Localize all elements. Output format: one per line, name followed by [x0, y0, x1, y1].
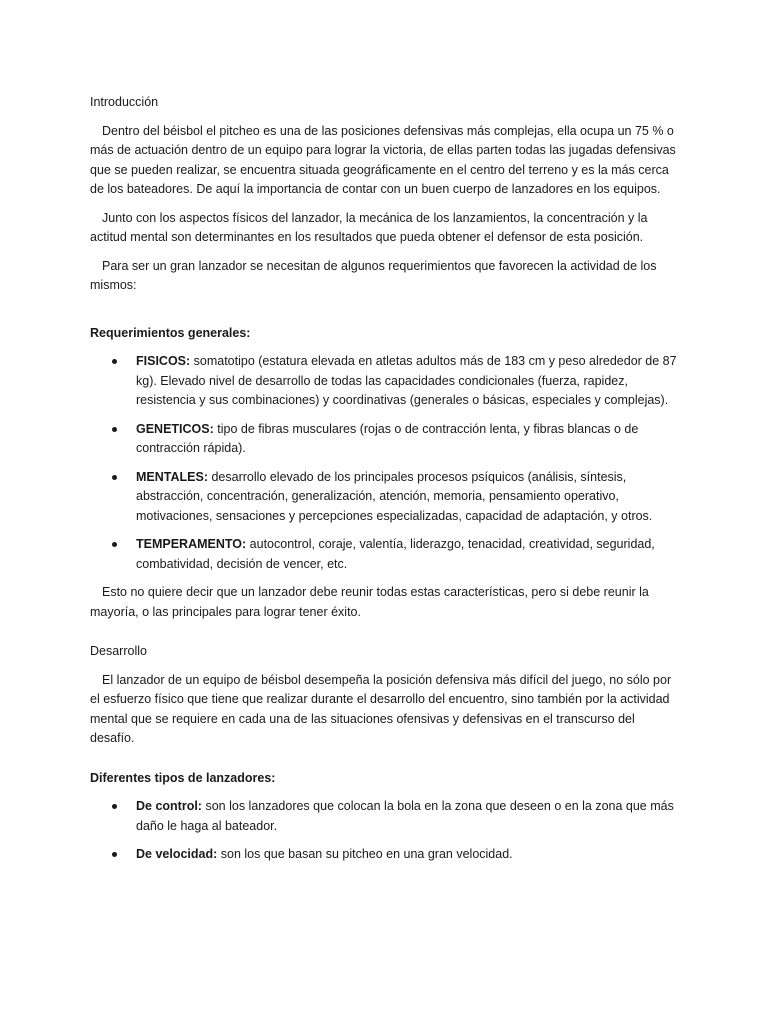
list-item: [90, 535, 680, 574]
document-body: [90, 93, 680, 865]
bullet-icon: [112, 359, 117, 364]
bullet-icon: [112, 852, 117, 857]
intro-paragraph-1: Dentro del béisbol el pitcheo es una de las posiciones defensivas más complejas, ella ocupa un 75 % o más de actuación dentro de un equipo para lograr la victoria, de ellas parten todas las jugadas defensivas que se pueden realizar, se encuentra situada geográficamente en el centro del terreno y es la más cerca de los bateadores. De aquí la importancia de contar con un buen cuerpo de lanzadores en los equipos.: [90, 123, 676, 196]
list-item: [90, 797, 680, 836]
tipos-heading: Diferentes tipos de lanzadores:: [90, 770, 276, 785]
intro-paragraph-2: Junto con los aspectos físicos del lanzador, la mecánica de los lanzamientos, la concentración y la actitud mental son determinantes en los resultados que pueda obtener el defensor de esta posición.: [90, 210, 648, 244]
list-item-term: De velocidad:: [136, 847, 218, 861]
list-item-term: FISICOS:: [136, 354, 191, 368]
list-item-term: De control:: [136, 799, 202, 813]
list-item-term: MENTALES:: [136, 469, 208, 484]
bullet-icon: [112, 475, 117, 480]
desarrollo-paragraph: El lanzador de un equipo de béisbol desempeña la posición defensiva más difícil del juego, no sólo por el esfuerzo físico que tiene que realizar durante el desarrollo del encuentro, sino también por la actividad mental que se requiere en cada una de las situaciones ofensivas y defensivas en el transcurso del desafío.: [90, 672, 672, 745]
bullet-icon: [112, 804, 117, 809]
list-item: [90, 468, 680, 527]
intro-paragraph-3: Para ser un gran lanzador se necesitan de algunos requerimientos que favorecen la actividad de los mismos:: [90, 258, 657, 292]
requerimientos-heading: Requerimientos generales:: [90, 325, 251, 340]
desarrollo-heading: Desarrollo: [90, 644, 147, 658]
list-item-term: GENETICOS:: [136, 421, 214, 436]
list-item-term: TEMPERAMENTO:: [136, 537, 247, 551]
list-item: [90, 352, 680, 411]
bullet-icon: [112, 427, 117, 432]
list-item-text: tipo de fibras musculares (rojas o de contracción lenta, y fibras blancas o de contracción rápida).: [136, 421, 639, 455]
bullet-icon: [112, 542, 117, 547]
list-item-text: somatotipo (estatura elevada en atletas adultos más de 183 cm y peso alrededor de 87 kg). Elevado nivel de desarrollo de todas las capacidades condicionales (fuerza, rapidez, resistencia y sus combinaciones) y coordinativas (generales o básicas, especiales y complejas).: [136, 354, 677, 407]
requerimientos-closing: Esto no quiere decir que un lanzador debe reunir todas estas características, pero si debe reunir la mayoría, o las principales para lograr tener éxito.: [90, 585, 649, 619]
tipos-list: [90, 797, 680, 865]
list-item-text: son los lanzadores que colocan la bola en la zona que deseen o en la zona que más daño le haga al bateador.: [136, 799, 674, 833]
list-item-text: autocontrol, coraje, valentía, liderazgo, tenacidad, creatividad, seguridad, combatividad, decisión de vencer, etc.: [136, 537, 655, 571]
list-item: [90, 845, 680, 865]
list-item: [90, 420, 680, 459]
list-item-text: desarrollo elevado de los principales procesos psíquicos (análisis, síntesis, abstracción, concentración, generalización, atención, memoria, pensamiento operativo, motivaciones, sensaciones y percepciones especializadas, capacidad de adaptación, y otros.: [136, 469, 653, 523]
requerimientos-list: [90, 352, 680, 574]
intro-heading: Introducción: [90, 95, 159, 109]
list-item-text: son los que basan su pitcheo en una gran velocidad.: [217, 847, 513, 861]
